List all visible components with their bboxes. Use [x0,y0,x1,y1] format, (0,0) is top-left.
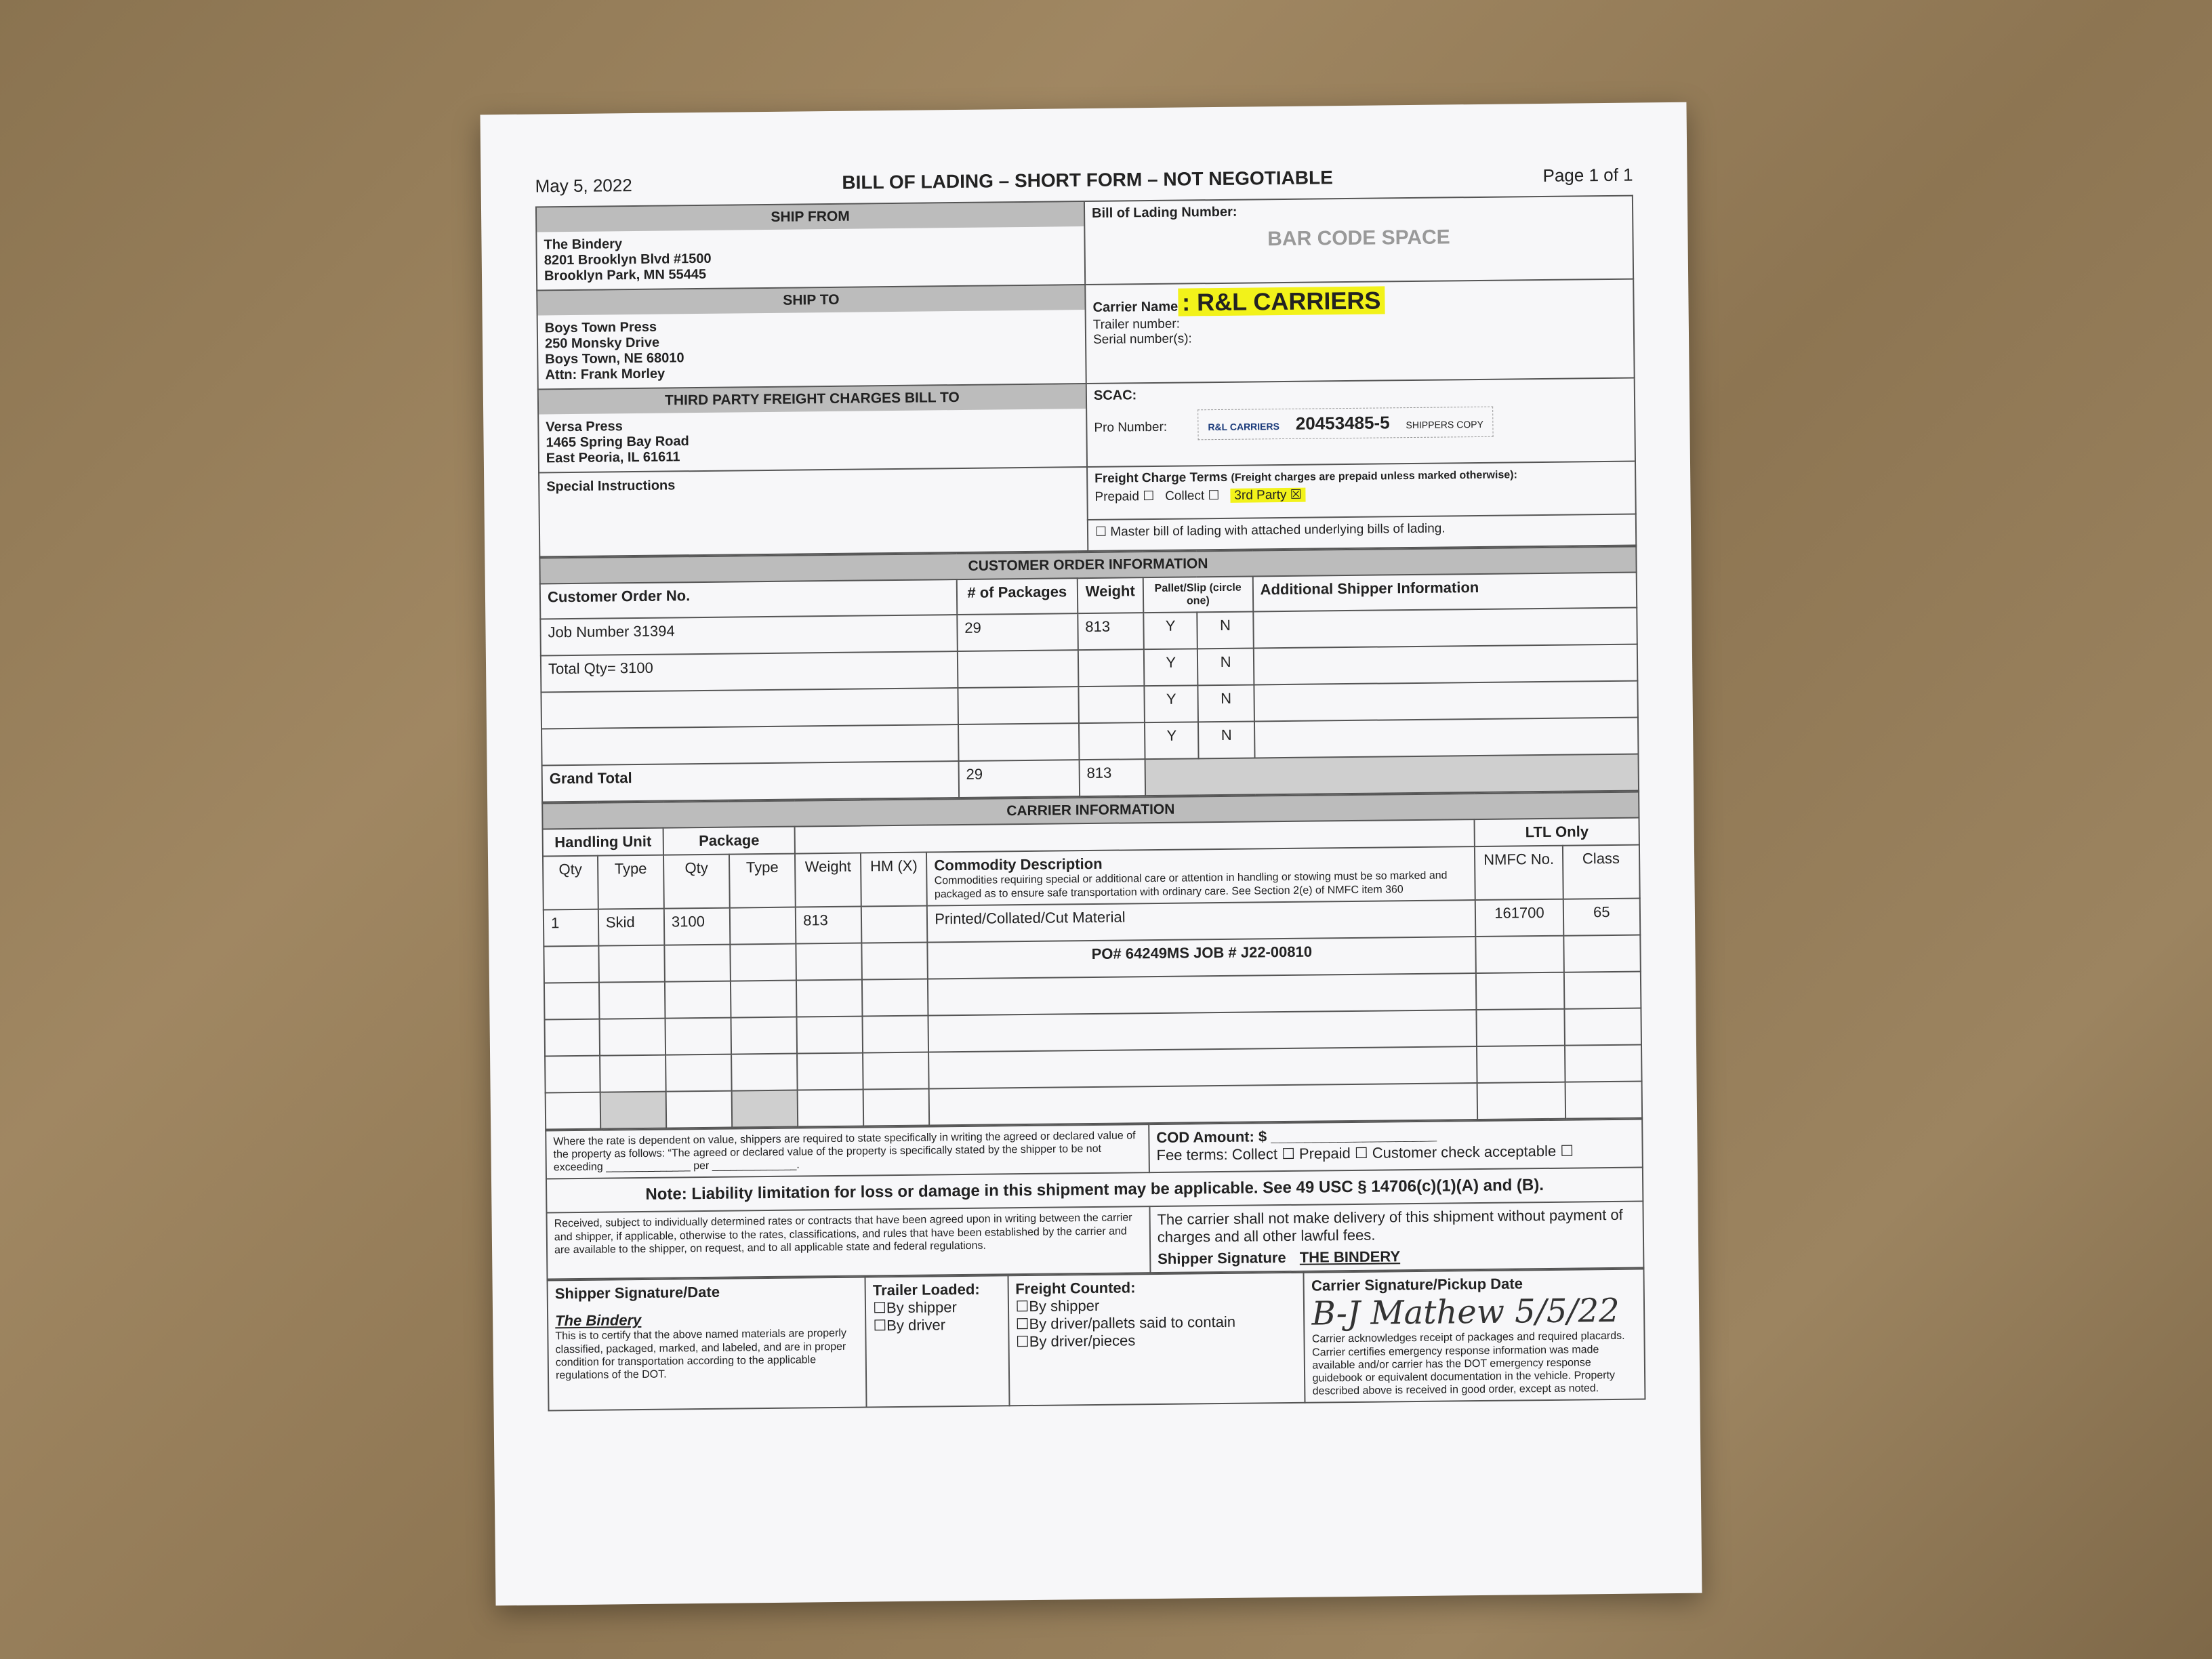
carrier-acknowledgement: Carrier acknowledges receipt of packages and required placards. Carrier certifies emergency response information was made available and/or carrier has the DOT emergency response guidebook or equivalent documentation in the vehicle. Property described above is received in good order, except as noted. [1311,1330,1625,1397]
third-party-line: Versa Press [546,419,623,435]
freight-terms-sublabel: (Freight charges are prepaid unless marked otherwise): [1231,469,1517,484]
third-party-address [539,409,1086,472]
liability-note: Note: Liability limitation for loss or damage in this shipment may be applicable. See 49 USC § 14706(c)(1)(A) and (B). [546,1168,1643,1213]
additional-info [1254,644,1638,685]
pro-sticker [1197,407,1494,441]
ship-to-line: Boys Town, NE 68010 [545,350,684,367]
nmfc-number: 161700 [1475,899,1563,936]
item-weight: 813 [796,906,862,943]
counted-by-shipper[interactable]: ☐ By shipper [1015,1295,1296,1315]
top-section-table [535,195,1637,558]
po-job-reference: PO# 64249MS JOB # J22-00810 [928,937,1477,979]
additional-info [1253,608,1637,649]
package-count [958,724,1080,762]
carrier-info-header: CARRIER INFORMATION [542,792,1639,830]
ship-from-header: SHIP FROM [537,202,1084,232]
scac-label: SCAC: [1093,388,1137,403]
ship-from-line: 8201 Brooklyn Blvd #1500 [544,251,712,268]
delivery-cell [1149,1202,1643,1273]
order-number: Job Number 31394 [540,615,957,655]
carrier-sig-label: Carrier Signature/Pickup Date [1311,1275,1523,1294]
carrier-name-label: Carrier Name [1092,299,1179,315]
sticker-copy: SHIPPERS COPY [1406,418,1483,431]
fee-terms: Fee terms: Collect ☐ Prepaid ☐ Customer check acceptable ☐ [1156,1142,1574,1164]
freight-terms-label: Freight Charge Terms [1094,470,1228,486]
additional-info [1254,718,1639,758]
ship-from-cell [536,201,1085,290]
document-date: May 5, 2022 [535,175,632,197]
carrier-cell [1085,279,1634,384]
signature-table [547,1269,1646,1412]
carrier-name: : R&L CARRIERS [1178,286,1385,316]
hu-qty: 1 [544,909,598,946]
pkg-qty: 3100 [664,907,731,945]
shipper-signature-label: Shipper Signature [1158,1249,1286,1268]
declared-value-note: Where the rate is dependent on value, shippers are required to state specifically in writing the agreed or declared value of the property as follows: “The agreed or declared value of the property is specifically stated by the shipper to be not exceeding ______________ per ______________. [546,1124,1149,1179]
pallet-yes[interactable]: Y [1144,686,1198,723]
master-bol-cell: ☐ Master bill of lading with attached underlying bills of lading. [1088,514,1636,551]
grand-total-packages: 29 [958,760,1080,798]
commodity-title: Commodity Description [934,855,1103,874]
pallet-no[interactable]: N [1198,685,1254,722]
value-cod-table [545,1118,1644,1280]
freight-class: 65 [1563,898,1640,935]
package-count [958,687,1079,725]
carrier-signature-cell [1304,1269,1645,1403]
pro-number-row [1094,405,1627,441]
third-party-option[interactable]: 3rd Party ☒ [1230,488,1306,503]
trailer-loaded-label: Trailer Loaded: [872,1281,980,1299]
scac-pro-cell [1086,378,1635,467]
pallet-no[interactable]: N [1197,649,1254,686]
customer-order-header: CUSTOMER ORDER INFORMATION [539,547,1636,584]
cod-amount: COD Amount: $ ____________________ [1156,1126,1437,1146]
trailer-number-label: Trailer number: [1092,316,1181,332]
col-weight: Weight [795,853,861,907]
commodity-description-header [926,846,1475,905]
third-party-line: East Peoria, IL 61611 [546,449,680,466]
third-party-header: THIRD PARTY FREIGHT CHARGES BILL TO [539,384,1086,414]
ship-to-line: Boys Town Press [544,319,657,336]
col-pkg-type: Type [729,854,796,907]
ship-to-address [538,310,1086,388]
freight-counted-cell [1008,1273,1305,1406]
carrier-signature: B-J Mathew 5/5/22 [1311,1292,1620,1333]
freight-terms-cell [1087,462,1636,520]
document-header [535,164,1633,197]
delivery-text: The carrier shall not make delivery of this shipment without payment of charges and all other lawful fees. [1157,1206,1623,1246]
order-number [541,724,958,765]
pro-number: 20453485-5 [1295,412,1390,434]
col-pkg-qty: Qty [663,855,730,908]
prepaid-option[interactable]: Prepaid [1094,489,1140,504]
handling-unit-header: Handling Unit [543,828,663,857]
col-class: Class [1563,845,1640,899]
barcode-space: BAR CODE SPACE [1267,226,1450,251]
serial-number-label: Serial number(s): [1092,331,1192,347]
third-party-cell [538,384,1087,472]
pkg-type [730,907,796,944]
ship-from-address [537,226,1084,289]
col-hm: HM (X) [861,853,927,906]
pallet-no[interactable]: N [1197,612,1254,649]
special-instructions-label: Special Instructions [546,478,676,495]
pallet-no[interactable]: N [1198,722,1254,759]
pallet-yes[interactable]: Y [1143,613,1197,650]
pallet-yes[interactable]: Y [1145,722,1199,760]
bill-of-lading-document [480,102,1702,1606]
order-number: Total Qty= 3100 [541,651,958,692]
counted-by-pallets[interactable]: ☐ By driver/pallets said to contain [1016,1313,1297,1333]
col-nmfc: NMFC No. [1475,846,1563,900]
order-weight [1078,687,1145,724]
hu-type: Skid [598,908,665,945]
document-title: BILL OF LADING – SHORT FORM – NOT NEGOTIABLE [842,167,1333,193]
hazmat [861,905,928,943]
col-additional-info: Additional Shipper Information [1252,573,1637,612]
package-count [958,651,1079,689]
customer-order-table [539,546,1639,803]
ship-to-cell [537,285,1086,389]
ship-to-line: Attn: Frank Morley [545,366,665,383]
pro-number-label: Pro Number: [1094,419,1168,435]
grand-total-filler [1145,754,1639,796]
shipper-certification: This is to certify that the above named materials are properly classified, packaged, marked, and labeled, and are in proper condition for transportation according to the applicable regulations of the DOT. [555,1328,847,1382]
package-count: 29 [957,614,1078,652]
col-customer-order: Customer Order No. [540,579,957,619]
order-weight [1079,723,1145,760]
cod-cell [1149,1119,1643,1172]
collect-option[interactable]: Collect [1165,489,1205,504]
bol-number-cell [1084,196,1633,285]
shipper-signature-date-cell [548,1277,867,1411]
sticker-brand: R&L CARRIERS [1208,421,1280,433]
third-party-line: 1465 Spring Bay Road [546,434,689,451]
master-bol-option[interactable]: Master bill of lading with attached underlying bills of lading. [1110,521,1446,539]
additional-info [1254,681,1638,722]
ship-to-header: SHIP TO [537,285,1084,315]
grand-total-weight: 813 [1079,760,1145,797]
shipper-signature-value: THE BINDERY [1299,1248,1401,1267]
ltl-only-header: LTL Only [1475,818,1639,847]
commodity-description: Printed/Collated/Cut Material [927,900,1476,942]
shipper-sig-date-label: Shipper Signature/Date [554,1284,720,1303]
col-pallet-slip: Pallet/Slip (circle one) [1143,576,1253,613]
freight-counted-label: Freight Counted: [1015,1279,1136,1298]
ship-to-line: 250 Monsky Drive [544,335,660,352]
page-number: Page 1 of 1 [1542,164,1633,186]
counted-by-pieces[interactable]: ☐ By driver/pieces [1016,1330,1297,1351]
ship-from-line: The Bindery [544,237,623,253]
grand-total-label: Grand Total [542,761,959,802]
freight-terms-options: Prepaid ☐ Collect ☐ 3rd Party ☒ [1094,484,1628,505]
special-instructions-cell [539,467,1088,556]
col-packages: # of Packages [957,578,1078,615]
trailer-loaded-cell [865,1276,1009,1408]
ship-from-line: Brooklyn Park, MN 55445 [544,266,707,284]
shipper-sig-date-value: The Bindery [555,1311,642,1330]
order-weight: 813 [1078,613,1144,651]
col-hu-type: Type [598,855,664,909]
trailer-by-shipper[interactable]: ☐ By shipper [873,1298,1001,1317]
pallet-yes[interactable]: Y [1144,649,1198,687]
carrier-info-table [541,792,1643,1130]
col-hu-qty: Qty [543,856,598,909]
package-header: Package [663,827,796,855]
trailer-by-driver[interactable]: ☐ By driver [873,1316,1001,1335]
commodity-note: Commodities requiring special or additional care or attention in handling or stowing must be so marked and packaged as to ensure safe transportation with ordinary care. See Section 2(e) of NMFC item 360 [934,869,1448,900]
bol-number-label: Bill of Lading Number: [1091,204,1237,221]
order-weight [1078,650,1145,687]
received-text: Received, subject to individually determined rates or contracts that have been agreed upon in writing between the carrier and shipper, if applicable, otherwise to the rates, classifications, and rules that have been established by the carrier and are available to the shipper, on request, and to all applicable state and federal regulations. [547,1206,1151,1279]
col-weight: Weight [1078,577,1144,613]
order-number [541,688,958,729]
